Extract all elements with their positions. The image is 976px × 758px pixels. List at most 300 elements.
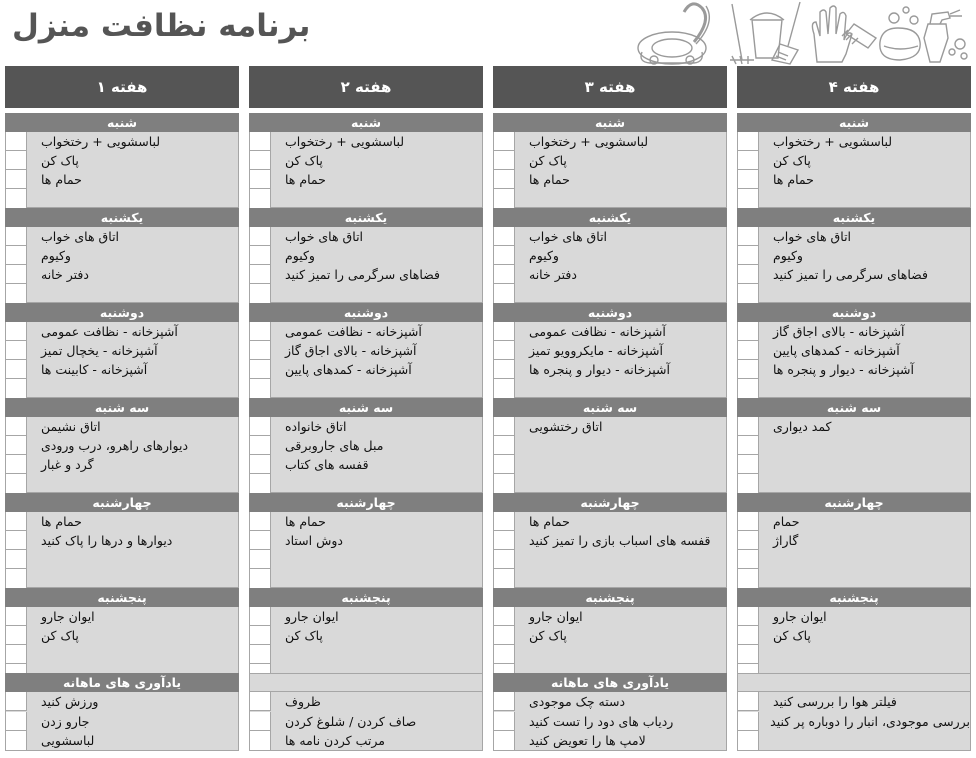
task-text-wrap	[271, 248, 482, 263]
task-row	[250, 607, 482, 626]
task-text-wrap	[27, 381, 238, 396]
task-text-wrap	[759, 438, 970, 453]
task-list	[249, 512, 483, 588]
task-checkbox[interactable]	[250, 692, 271, 711]
task-list	[5, 417, 239, 493]
task-checkbox[interactable]	[250, 569, 271, 588]
monthly-task-list	[5, 692, 239, 751]
task-label: پاک کن	[529, 628, 567, 643]
task-list	[249, 322, 483, 398]
task-row	[738, 227, 970, 246]
day-block	[5, 398, 239, 493]
task-row	[494, 227, 726, 246]
day-block	[249, 113, 483, 208]
task-checkbox[interactable]	[738, 341, 759, 360]
task-row	[738, 246, 970, 265]
task-checkbox[interactable]	[494, 436, 515, 455]
task-checkbox[interactable]	[738, 284, 759, 303]
task-label: اتاق های خواب	[285, 229, 364, 244]
task-checkbox[interactable]	[494, 132, 515, 151]
day-block	[249, 398, 483, 493]
task-checkbox[interactable]	[250, 360, 271, 379]
task-text-wrap	[515, 733, 726, 748]
task-checkbox[interactable]	[738, 626, 759, 645]
task-text-wrap	[515, 694, 726, 709]
task-text-wrap	[27, 609, 238, 624]
task-checkbox[interactable]	[250, 512, 271, 531]
task-checkbox[interactable]	[494, 569, 515, 588]
task-row	[494, 360, 726, 379]
task-checkbox[interactable]	[494, 360, 515, 379]
day-block	[249, 588, 483, 683]
task-label: آشپزخانه - کمدهای پایین	[773, 343, 900, 358]
task-text-wrap	[271, 381, 482, 396]
task-checkbox[interactable]	[738, 531, 759, 550]
task-checkbox[interactable]	[250, 531, 271, 550]
task-row	[6, 189, 238, 208]
task-row	[6, 645, 238, 664]
task-row	[494, 379, 726, 398]
task-row	[6, 132, 238, 151]
day-name: دوشنبه	[249, 303, 483, 322]
task-checkbox[interactable]	[6, 189, 27, 208]
day-block	[493, 398, 727, 493]
task-row	[250, 170, 482, 189]
task-checkbox[interactable]	[738, 436, 759, 455]
task-row	[6, 322, 238, 341]
task-row	[494, 512, 726, 531]
task-checkbox[interactable]	[250, 436, 271, 455]
task-text-wrap	[515, 153, 726, 168]
day-name: سه شنبه	[5, 398, 239, 417]
task-checkbox[interactable]	[6, 455, 27, 474]
task-checkbox[interactable]	[6, 417, 27, 436]
task-text-wrap	[515, 476, 726, 491]
task-checkbox[interactable]	[6, 227, 27, 246]
task-row	[6, 284, 238, 303]
task-label: آشپزخانه - دیوار و پنجره ها	[773, 362, 914, 377]
task-checkbox[interactable]	[6, 132, 27, 151]
monthly-task-list	[249, 692, 483, 751]
task-row	[6, 531, 238, 550]
task-text-wrap	[27, 628, 238, 643]
task-checkbox[interactable]	[738, 132, 759, 151]
task-checkbox[interactable]	[494, 474, 515, 493]
day-block	[493, 588, 727, 683]
task-row	[494, 417, 726, 436]
task-checkbox[interactable]	[250, 151, 271, 170]
task-checkbox[interactable]	[494, 512, 515, 531]
task-text-wrap	[271, 438, 482, 453]
task-row	[6, 151, 238, 170]
task-label: حمام ها	[773, 172, 814, 187]
task-text-wrap	[271, 694, 482, 709]
task-row	[738, 132, 970, 151]
task-checkbox[interactable]	[250, 284, 271, 303]
task-row	[494, 284, 726, 303]
task-checkbox[interactable]	[738, 246, 759, 265]
task-checkbox[interactable]	[738, 360, 759, 379]
day-block	[493, 113, 727, 208]
task-checkbox[interactable]	[250, 731, 271, 750]
task-checkbox[interactable]	[494, 692, 515, 711]
monthly-task-label: دسته چک موجودی	[529, 694, 626, 710]
monthly-heading	[249, 673, 483, 692]
task-row	[6, 170, 238, 189]
task-text-wrap	[27, 134, 238, 149]
task-text-wrap	[759, 267, 970, 282]
task-row	[738, 417, 970, 436]
task-row	[494, 531, 726, 550]
task-checkbox[interactable]	[250, 379, 271, 398]
task-text-wrap	[27, 343, 238, 358]
monthly-heading: یادآوری های ماهانه	[5, 673, 239, 692]
task-checkbox[interactable]	[6, 569, 27, 588]
task-checkbox[interactable]	[738, 607, 759, 626]
day-block	[249, 493, 483, 588]
task-row	[494, 341, 726, 360]
task-checkbox[interactable]	[494, 531, 515, 550]
task-row	[250, 550, 482, 569]
task-label: آشپزخانه - کمدهای پایین	[285, 362, 412, 377]
task-text-wrap	[271, 609, 482, 624]
task-row	[494, 189, 726, 208]
task-text-wrap	[271, 533, 482, 548]
task-label: پاک کن	[41, 628, 79, 643]
task-checkbox[interactable]	[250, 265, 271, 284]
task-checkbox[interactable]	[6, 692, 27, 711]
task-checkbox[interactable]	[494, 712, 515, 731]
day-name: دوشنبه	[5, 303, 239, 322]
task-checkbox[interactable]	[6, 379, 27, 398]
task-checkbox[interactable]	[6, 531, 27, 550]
task-row	[6, 360, 238, 379]
task-list	[737, 607, 971, 683]
task-checkbox[interactable]	[250, 170, 271, 189]
task-label: آشپزخانه - یخچال تمیز	[41, 343, 158, 358]
task-text-wrap	[759, 628, 970, 643]
task-text-wrap	[271, 552, 482, 567]
task-label: حمام ها	[285, 172, 326, 187]
task-checkbox[interactable]	[6, 151, 27, 170]
task-label: اتاق خانواده	[285, 419, 347, 434]
task-label: فضاهای سرگرمی را تمیز کنید	[773, 267, 928, 282]
monthly-task-label: ورزش کنید	[41, 694, 99, 710]
task-label: قفسه های اسباب بازی را تمیز کنید	[529, 533, 711, 548]
task-checkbox[interactable]	[494, 151, 515, 170]
task-text-wrap	[27, 191, 238, 206]
task-checkbox[interactable]	[250, 626, 271, 645]
task-label: آشپزخانه - دیوار و پنجره ها	[529, 362, 670, 377]
day-name: یکشنبه	[737, 208, 971, 227]
day-block	[493, 493, 727, 588]
task-text-wrap	[515, 229, 726, 244]
task-row	[738, 189, 970, 208]
task-text-wrap	[27, 552, 238, 567]
task-text-wrap	[515, 343, 726, 358]
task-row	[250, 265, 482, 284]
day-block	[737, 208, 971, 303]
task-row	[250, 246, 482, 265]
task-row	[738, 265, 970, 284]
day-name: یکشنبه	[5, 208, 239, 227]
task-label: لباسشویی + رختخواب	[773, 134, 893, 149]
task-checkbox[interactable]	[494, 189, 515, 208]
task-checkbox[interactable]	[494, 227, 515, 246]
task-checkbox[interactable]	[6, 265, 27, 284]
task-text-wrap	[759, 248, 970, 263]
task-row	[6, 417, 238, 436]
task-row	[738, 341, 970, 360]
task-checkbox[interactable]	[494, 645, 515, 664]
task-checkbox[interactable]	[738, 550, 759, 569]
task-row	[494, 550, 726, 569]
task-row	[738, 626, 970, 645]
task-row	[738, 436, 970, 455]
task-text-wrap	[271, 153, 482, 168]
task-checkbox[interactable]	[738, 417, 759, 436]
task-row	[494, 265, 726, 284]
task-checkbox[interactable]	[250, 246, 271, 265]
monthly-task-row	[738, 731, 970, 751]
task-label: حمام ها	[41, 172, 82, 187]
task-text-wrap	[27, 172, 238, 187]
task-text-wrap	[515, 533, 726, 548]
task-row	[250, 455, 482, 474]
task-row	[250, 132, 482, 151]
task-checkbox[interactable]	[6, 341, 27, 360]
task-checkbox[interactable]	[738, 265, 759, 284]
task-checkbox[interactable]	[6, 170, 27, 189]
task-checkbox[interactable]	[6, 550, 27, 569]
task-text-wrap	[515, 552, 726, 567]
task-text-wrap	[759, 609, 970, 624]
task-checkbox[interactable]	[6, 512, 27, 531]
task-checkbox[interactable]	[250, 227, 271, 246]
task-checkbox[interactable]	[6, 712, 27, 731]
task-checkbox[interactable]	[738, 731, 759, 750]
task-checkbox[interactable]	[738, 151, 759, 170]
task-checkbox[interactable]	[494, 341, 515, 360]
task-label: اتاق رختشویی	[529, 419, 603, 434]
task-list	[249, 227, 483, 303]
monthly-task-label: ردیاب های دود را تست کنید	[529, 713, 674, 729]
task-text-wrap	[27, 229, 238, 244]
task-checkbox[interactable]	[250, 474, 271, 493]
bucket-icon	[752, 20, 782, 58]
monthly-reminders	[249, 673, 483, 751]
task-label: اتاق های خواب	[41, 229, 120, 244]
task-checkbox[interactable]	[738, 692, 759, 711]
task-text-wrap	[759, 514, 970, 529]
task-checkbox[interactable]	[738, 712, 759, 731]
task-checkbox[interactable]	[6, 626, 27, 645]
monthly-task-row	[250, 692, 482, 712]
task-checkbox[interactable]	[6, 246, 27, 265]
task-checkbox[interactable]	[6, 322, 27, 341]
week-column-3	[493, 113, 727, 683]
task-checkbox[interactable]	[6, 436, 27, 455]
monthly-reminders	[5, 673, 239, 751]
monthly-task-label: لباسشویی	[41, 733, 95, 749]
task-row	[738, 607, 970, 626]
task-row	[494, 645, 726, 664]
task-checkbox[interactable]	[250, 417, 271, 436]
task-checkbox[interactable]	[738, 227, 759, 246]
day-name: سه شنبه	[249, 398, 483, 417]
task-checkbox[interactable]	[250, 455, 271, 474]
task-text-wrap	[27, 438, 238, 453]
day-block	[5, 113, 239, 208]
task-checkbox[interactable]	[494, 246, 515, 265]
task-row	[250, 645, 482, 664]
task-text-wrap	[759, 153, 970, 168]
task-list	[493, 322, 727, 398]
task-checkbox[interactable]	[494, 284, 515, 303]
task-text-wrap	[27, 267, 238, 282]
task-checkbox[interactable]	[738, 322, 759, 341]
task-text-wrap	[271, 362, 482, 377]
task-text-wrap	[759, 476, 970, 491]
task-text-wrap	[271, 733, 482, 748]
day-block	[5, 588, 239, 683]
day-block	[737, 398, 971, 493]
task-list	[493, 132, 727, 208]
task-row	[250, 417, 482, 436]
task-checkbox[interactable]	[738, 189, 759, 208]
task-text-wrap	[27, 457, 238, 472]
day-name: سه شنبه	[737, 398, 971, 417]
task-label: آشپزخانه - بالای اجاق گاز	[773, 324, 905, 339]
task-list	[249, 417, 483, 493]
day-block	[737, 493, 971, 588]
task-checkbox[interactable]	[738, 512, 759, 531]
day-name: چهارشنبه	[493, 493, 727, 512]
task-checkbox[interactable]	[250, 132, 271, 151]
day-name: چهارشنبه	[737, 493, 971, 512]
task-checkbox[interactable]	[738, 569, 759, 588]
task-checkbox[interactable]	[738, 170, 759, 189]
task-label: دفتر خانه	[529, 267, 577, 282]
day-name: شنبه	[5, 113, 239, 132]
task-checkbox[interactable]	[494, 265, 515, 284]
task-checkbox[interactable]	[494, 322, 515, 341]
task-checkbox[interactable]	[6, 731, 27, 750]
task-label: دیوارهای راهرو، درب ورودی	[41, 438, 189, 453]
task-checkbox[interactable]	[250, 645, 271, 664]
task-text-wrap	[515, 362, 726, 377]
task-row	[738, 645, 970, 664]
task-row	[250, 531, 482, 550]
task-text-wrap	[27, 153, 238, 168]
task-text-wrap	[759, 362, 970, 377]
task-checkbox[interactable]	[494, 170, 515, 189]
monthly-task-label: ظروف	[285, 694, 321, 710]
task-text-wrap	[515, 438, 726, 453]
task-text-wrap	[515, 172, 726, 187]
task-label: گرد و غبار	[41, 457, 94, 472]
task-row	[6, 265, 238, 284]
task-row	[738, 151, 970, 170]
task-row	[494, 322, 726, 341]
task-checkbox[interactable]	[6, 607, 27, 626]
task-checkbox[interactable]	[6, 474, 27, 493]
task-row	[6, 569, 238, 588]
task-checkbox[interactable]	[494, 455, 515, 474]
task-label: ایوان جارو	[773, 609, 827, 624]
task-text-wrap	[759, 571, 970, 586]
task-text-wrap	[759, 694, 970, 709]
task-text-wrap	[27, 324, 238, 339]
day-name: شنبه	[737, 113, 971, 132]
task-row	[6, 227, 238, 246]
task-text-wrap	[27, 514, 238, 529]
task-text-wrap	[759, 552, 970, 567]
task-checkbox[interactable]	[494, 626, 515, 645]
task-text-wrap	[271, 134, 482, 149]
task-checkbox[interactable]	[250, 712, 271, 731]
task-list	[493, 607, 727, 683]
task-text-wrap	[759, 172, 970, 187]
task-checkbox[interactable]	[250, 322, 271, 341]
task-text-wrap	[271, 343, 482, 358]
task-label: حمام ها	[41, 514, 82, 529]
task-row	[738, 284, 970, 303]
task-checkbox[interactable]	[738, 474, 759, 493]
task-checkbox[interactable]	[738, 645, 759, 664]
day-block	[5, 493, 239, 588]
task-checkbox[interactable]	[250, 607, 271, 626]
day-name: پنجشنبه	[5, 588, 239, 607]
task-row	[250, 341, 482, 360]
monthly-heading	[737, 673, 971, 692]
task-row	[6, 436, 238, 455]
task-checkbox[interactable]	[494, 731, 515, 750]
task-text-wrap	[27, 286, 238, 301]
task-checkbox[interactable]	[250, 189, 271, 208]
task-text-wrap	[759, 134, 970, 149]
task-label: پاک کن	[285, 153, 323, 168]
task-checkbox[interactable]	[250, 341, 271, 360]
task-label: لباسشویی + رختخواب	[529, 134, 649, 149]
task-checkbox[interactable]	[738, 455, 759, 474]
task-checkbox[interactable]	[494, 379, 515, 398]
task-list	[5, 227, 239, 303]
monthly-task-row	[738, 692, 970, 712]
task-row	[6, 455, 238, 474]
task-text-wrap	[515, 457, 726, 472]
task-checkbox[interactable]	[6, 360, 27, 379]
task-checkbox[interactable]	[494, 417, 515, 436]
task-text-wrap	[271, 229, 482, 244]
task-checkbox[interactable]	[6, 284, 27, 303]
monthly-task-row	[494, 731, 726, 751]
task-text-wrap	[271, 714, 482, 729]
day-name: پنجشنبه	[737, 588, 971, 607]
week-header-1: هفته ۱	[5, 66, 239, 108]
task-checkbox[interactable]	[738, 379, 759, 398]
task-checkbox[interactable]	[494, 607, 515, 626]
task-label: کمد دیواری	[773, 419, 832, 434]
task-checkbox[interactable]	[250, 550, 271, 569]
day-name: پنجشنبه	[493, 588, 727, 607]
week-column-4	[737, 113, 971, 683]
task-text-wrap	[759, 343, 970, 358]
task-checkbox[interactable]	[6, 645, 27, 664]
task-checkbox[interactable]	[494, 550, 515, 569]
task-label: وکیوم	[285, 248, 315, 263]
spray-bottle-icon	[924, 24, 948, 62]
